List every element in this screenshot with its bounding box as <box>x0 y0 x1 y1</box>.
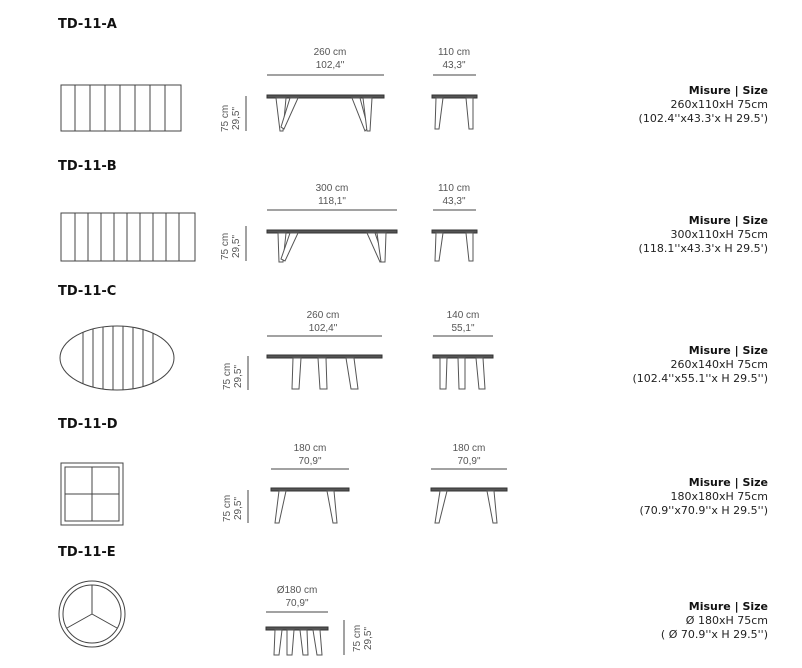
height-cm: 75 cm <box>222 362 233 390</box>
length-cm: 260 cm <box>306 310 340 321</box>
spec-metric: 180x180xH 75cm <box>670 490 768 503</box>
spec-imperial: (70.9''x70.9''x H 29.5'') <box>639 504 768 517</box>
length-cm: 180 cm <box>293 443 327 454</box>
width-cm: 110 cm <box>437 183 471 194</box>
spec-metric: 260x140xH 75cm <box>670 358 768 371</box>
model-code: TD-11-B <box>58 159 117 174</box>
height-dimension <box>344 620 374 655</box>
length-cm: 300 cm <box>315 183 349 194</box>
side-elevation-length <box>271 443 349 523</box>
length-in: 102,4" <box>315 60 345 71</box>
height-cm: 75 cm <box>220 232 231 260</box>
spec-metric: Ø 180xH 75cm <box>685 614 768 627</box>
diameter-cm: Ø180 cm <box>276 585 318 596</box>
height-dimension <box>220 226 246 261</box>
width-in: 70,9" <box>457 456 481 467</box>
height-cm: 75 cm <box>352 624 363 652</box>
size-spec <box>640 476 769 517</box>
diameter-in: 70,9" <box>285 598 309 609</box>
spec-title: Misure | Size <box>688 344 768 357</box>
front-elevation-width <box>432 183 477 261</box>
length-in: 70,9" <box>298 456 322 467</box>
section-td-11-e <box>58 545 768 655</box>
spec-metric: 260x110xH 75cm <box>670 98 768 111</box>
width-in: 43,3" <box>442 196 466 207</box>
height-in: 29,5" <box>233 364 244 388</box>
height-cm: 75 cm <box>220 104 231 132</box>
height-in: 29,5" <box>231 106 242 130</box>
section-td-11-c <box>58 284 768 396</box>
section-td-11-d <box>58 417 768 525</box>
plan-view-rectangular-tabletop <box>61 213 195 261</box>
spec-title: Misure | Size <box>688 214 768 227</box>
plan-view-oval-tabletop <box>60 320 174 396</box>
spec-imperial: (102.4''x43.3'x H 29.5') <box>638 112 768 125</box>
length-cm: 260 cm <box>313 47 347 58</box>
height-dimension <box>220 96 246 132</box>
section-td-11-a <box>58 17 768 132</box>
model-code: TD-11-E <box>58 545 116 560</box>
side-elevation-length <box>267 47 384 131</box>
model-code: TD-11-C <box>58 284 117 299</box>
front-elevation-width <box>432 47 477 129</box>
height-in: 29,5" <box>231 234 242 258</box>
plan-view-rectangular-tabletop <box>61 85 181 131</box>
height-dimension <box>222 356 248 390</box>
height-in: 29,5" <box>363 626 374 650</box>
length-in: 102,4" <box>308 323 338 334</box>
size-spec <box>639 84 768 125</box>
height-cm: 75 cm <box>222 494 233 522</box>
model-code: TD-11-D <box>58 417 118 432</box>
spec-imperial: ( Ø 70.9''x H 29.5'') <box>660 628 768 641</box>
side-elevation-diameter <box>266 585 328 655</box>
size-spec <box>661 600 768 641</box>
length-in: 118,1" <box>318 196 346 207</box>
side-elevation-length <box>267 310 382 389</box>
spec-title: Misure | Size <box>688 84 768 97</box>
front-elevation-width <box>431 443 507 523</box>
spec-metric: 300x110xH 75cm <box>670 228 768 241</box>
side-elevation-length <box>267 183 397 262</box>
front-elevation-width <box>433 310 493 389</box>
spec-imperial: (102.4''x55.1''x H 29.5'') <box>632 372 768 385</box>
section-td-11-b <box>58 159 768 262</box>
spec-title: Misure | Size <box>688 476 768 489</box>
height-in: 29,5" <box>233 496 244 520</box>
width-cm: 140 cm <box>446 310 480 321</box>
width-cm: 180 cm <box>452 443 486 454</box>
size-spec <box>639 214 768 255</box>
model-code: TD-11-A <box>58 17 117 32</box>
spec-title: Misure | Size <box>688 600 768 613</box>
width-cm: 110 cm <box>437 47 471 58</box>
width-in: 55,1" <box>451 323 475 334</box>
plan-view-round-tabletop <box>59 581 125 647</box>
width-in: 43,3" <box>442 60 466 71</box>
spec-imperial: (118.1''x43.3'x H 29.5') <box>638 242 768 255</box>
size-spec <box>633 344 769 385</box>
height-dimension <box>222 490 248 523</box>
plan-view-square-tabletop <box>61 463 123 525</box>
